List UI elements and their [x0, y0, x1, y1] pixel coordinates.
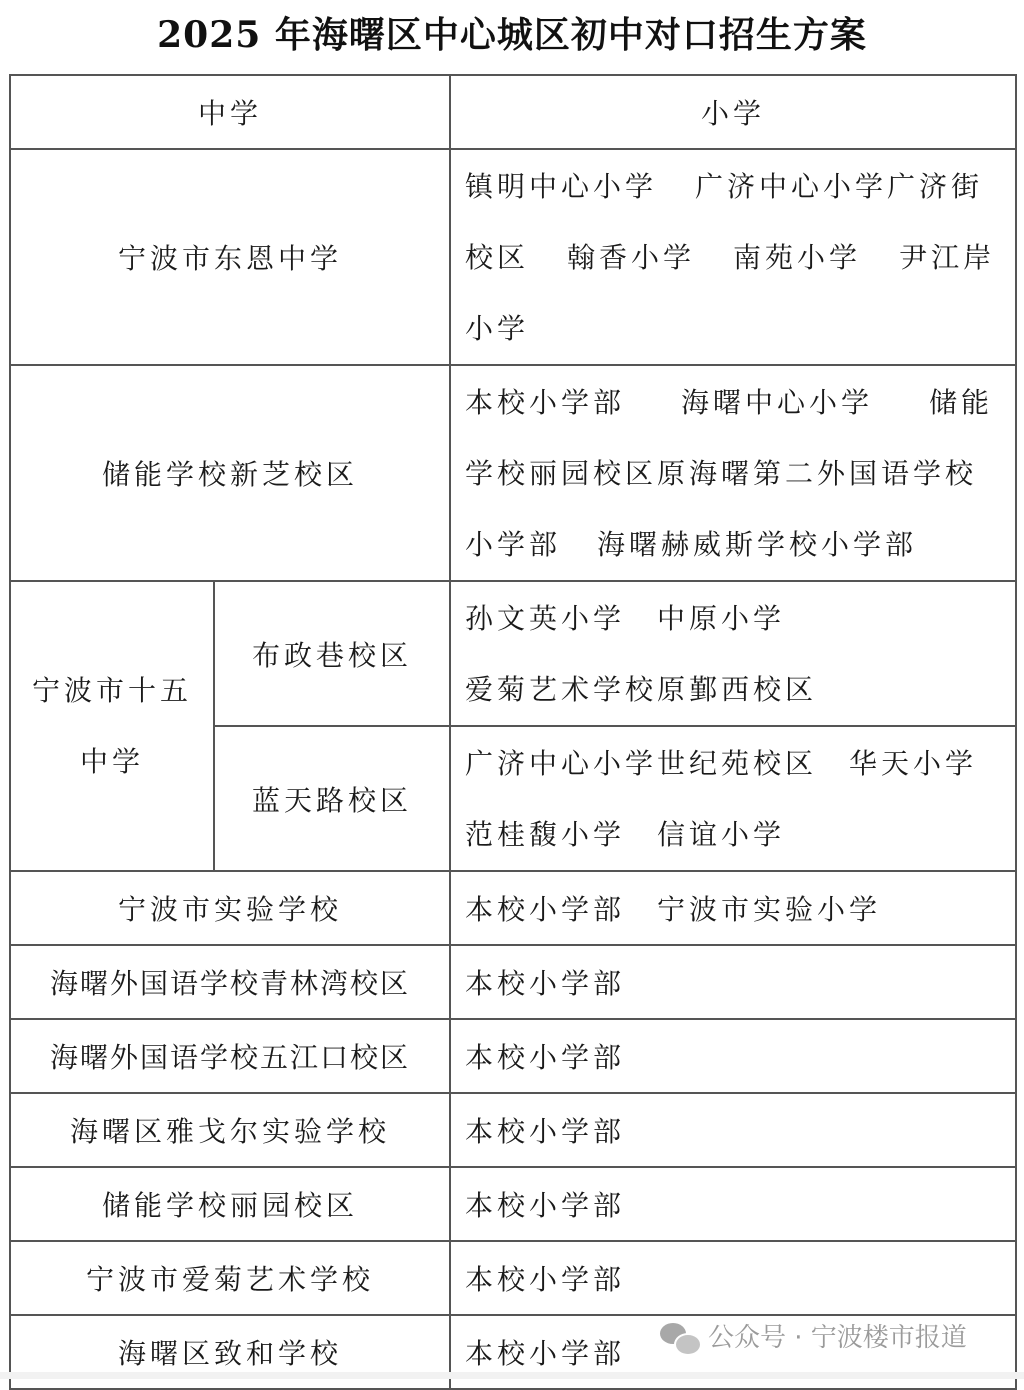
- primary-school-item: 广济中心小学广济街校区: [465, 169, 984, 274]
- enrollment-table: [9, 74, 1017, 1390]
- table-row: [10, 871, 1016, 945]
- campus-cell: 蓝天路校区: [214, 726, 450, 871]
- primary-school-line: 广济中心小学世纪苑校区 华天小学: [465, 746, 978, 780]
- table-row: [10, 945, 1016, 1019]
- primary-school-cell: 本校小学部: [450, 945, 1016, 1019]
- table-row: [10, 1241, 1016, 1315]
- middle-school-cell: 储能学校丽园校区: [10, 1167, 450, 1241]
- middle-school-cell: 宁波市实验学校: [10, 871, 450, 945]
- table-row: [10, 581, 1016, 726]
- middle-school-cell-fifteen: 宁波市十五中学: [10, 581, 214, 871]
- table-row: [10, 1019, 1016, 1093]
- primary-school-cell: 本校小学部: [450, 1315, 1016, 1389]
- primary-school-item: 海曙中心小学: [681, 385, 874, 419]
- page-title: 2025 年海曙区中心城区初中对口招生方案: [157, 14, 867, 56]
- middle-school-cell: 宁波市爱菊艺术学校: [10, 1241, 450, 1315]
- primary-school-cell: [450, 149, 1016, 365]
- primary-school-cell: [450, 365, 1016, 581]
- primary-school-line: 范桂馥小学 信谊小学: [465, 817, 786, 851]
- primary-school-cell: 本校小学部: [450, 1241, 1016, 1315]
- campus-cell: 布政巷校区: [214, 581, 450, 726]
- table-row: [10, 365, 1016, 581]
- primary-school-item: 本校小学部: [465, 385, 626, 419]
- primary-school-cell: 本校小学部 宁波市实验小学: [450, 871, 1016, 945]
- watermark: [660, 1318, 967, 1358]
- table-row: [10, 149, 1016, 365]
- middle-school-cell: 储能学校新芝校区: [10, 365, 450, 581]
- table-row: [10, 1093, 1016, 1167]
- header-primary-school: 小学: [450, 75, 1016, 149]
- primary-school-cell: 本校小学部: [450, 1093, 1016, 1167]
- primary-school-item: 尹江岸小学: [465, 240, 996, 345]
- primary-school-cell: [450, 726, 1016, 871]
- primary-school-cell: 本校小学部: [450, 1167, 1016, 1241]
- table-header-row: [10, 75, 1016, 149]
- primary-school-item: 翰香小学: [567, 240, 696, 274]
- middle-school-cell: 宁波市东恩中学: [10, 149, 450, 365]
- watermark-text: 公众号 · 宁波楼市报道: [708, 1323, 967, 1353]
- middle-school-cell: 海曙区致和学校: [10, 1315, 450, 1389]
- primary-school-line: 孙文英小学 中原小学: [465, 601, 786, 635]
- primary-school-line: 爱菊艺术学校原鄞西校区: [465, 672, 818, 706]
- wechat-icon: [660, 1321, 700, 1355]
- primary-school-cell: 本校小学部: [450, 1019, 1016, 1093]
- middle-school-cell: 海曙外国语学校青林湾校区: [10, 945, 450, 1019]
- primary-school-item: 南苑小学: [733, 240, 862, 274]
- primary-school-item: 储能学校丽园校区原海曙第二外国语学校小学部: [465, 385, 994, 561]
- middle-school-cell: 海曙外国语学校五江口校区: [10, 1019, 450, 1093]
- primary-school-item: 镇明中心小学: [465, 169, 658, 203]
- header-middle-school: 中学: [10, 75, 450, 149]
- primary-school-cell: [450, 581, 1016, 726]
- bottom-edge: [0, 1372, 1024, 1379]
- primary-school-item: 海曙赫威斯学校小学部: [597, 527, 918, 561]
- middle-school-cell: 海曙区雅戈尔实验学校: [10, 1093, 450, 1167]
- table-row: [10, 1167, 1016, 1241]
